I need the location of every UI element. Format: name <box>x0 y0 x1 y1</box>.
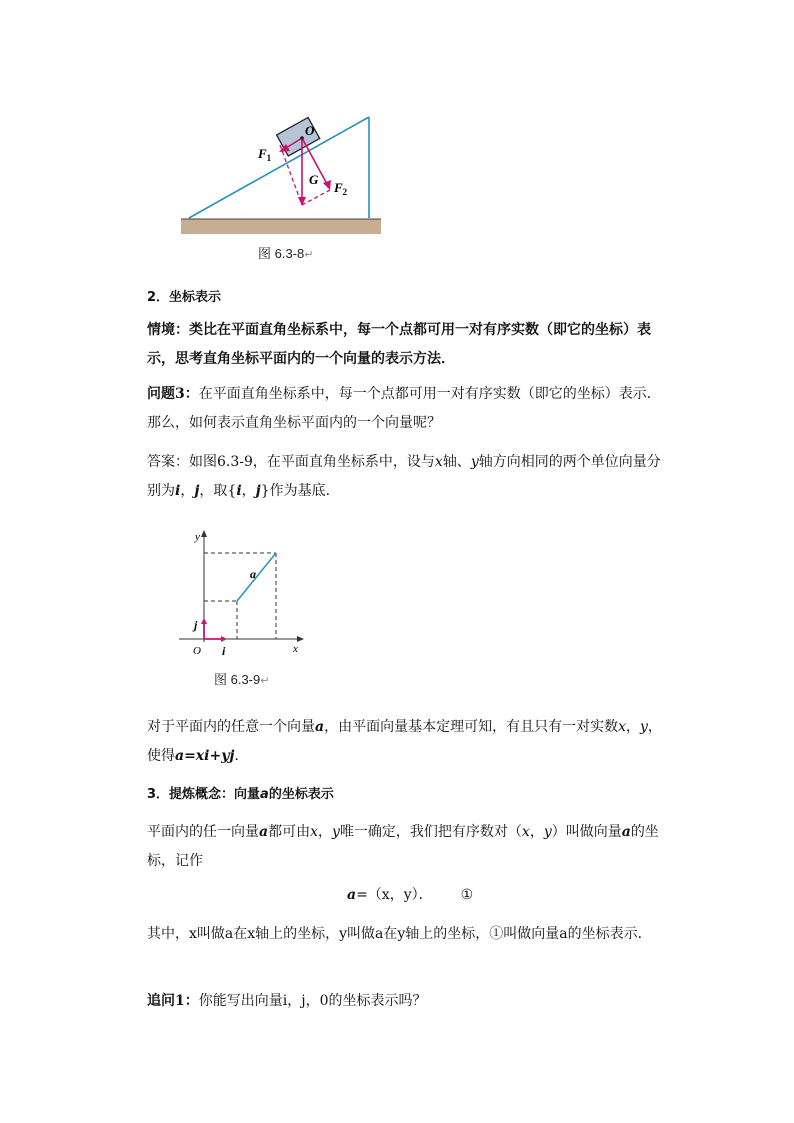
coordinate-formula: a=（x，y）． ① <box>347 887 474 903</box>
label-a: a <box>250 567 256 581</box>
definition-paragraph: 平面内的任一向量a都可由x，y唯一确定，我们把有序数对（x，y）叫做向量a的坐标，记作 <box>147 824 659 869</box>
vector-i <box>204 636 227 642</box>
formula-number: ① <box>460 887 474 903</box>
label-o: O <box>305 123 315 138</box>
label-g: G <box>309 172 319 187</box>
x-axis <box>179 636 304 642</box>
followup-label: 追问1： <box>147 993 199 1009</box>
label-f1: $F_1$ <box>258 146 272 163</box>
question3-paragraph <box>147 380 667 438</box>
vector-a <box>237 553 276 601</box>
label-x: x <box>293 643 298 655</box>
context-paragraph <box>147 316 667 374</box>
decomposition-paragraph: 对于平面内的任意一个向量a，由平面向量基本定理可知，有且只有一对实数x，y，使得a=xi+yj. <box>147 719 662 764</box>
followup-text: 你能写出向量i，j，0的坐标表示吗？ <box>198 993 427 1009</box>
context-label: 情境： <box>147 322 189 338</box>
label-i: i <box>222 644 226 658</box>
label-j: j <box>194 618 198 632</box>
label-f2: $F_2$ <box>334 180 348 197</box>
vector-j <box>201 618 207 639</box>
followup-paragraph <box>147 987 667 1016</box>
figure2-caption: 图 6.3-9↵ <box>214 672 270 687</box>
incline-slope <box>189 117 369 218</box>
label-origin: O <box>193 645 201 657</box>
explanation-paragraph: 其中，x叫做a在x轴上的坐标，y叫做a在y轴上的坐标，①叫做向量a的坐标表示． <box>147 926 652 942</box>
question3-text: 在平面直角坐标系中，每一个点都可用一对有序实数（即它的坐标）表示．那么，如何表示直角坐标平面内的一个向量呢？ <box>147 386 661 431</box>
incline-figure <box>175 110 395 240</box>
figure1-caption: 图 6.3-8↵ <box>258 246 314 261</box>
label-y: y <box>195 531 200 543</box>
section2-heading: 2．坐标表示 <box>147 290 222 305</box>
coordinate-figure <box>175 528 325 663</box>
answer-paragraph: 答案：如图6.3-9，在平面直角坐标系中，设与x轴、y轴方向相同的两个单位向量分别为i，j，取{i，j}作为基底． <box>147 454 661 499</box>
section3-heading: 3．提炼概念：向量a的坐标表示 <box>147 787 334 802</box>
ground <box>181 219 381 234</box>
question3-label: 问题3： <box>147 386 199 402</box>
context-text: 类比在平面直角坐标系中，每一个点都可用一对有序实数（即它的坐标）表示，思考直角坐标平面内的一个向量的表示方法． <box>147 322 651 367</box>
point-o <box>300 136 304 140</box>
